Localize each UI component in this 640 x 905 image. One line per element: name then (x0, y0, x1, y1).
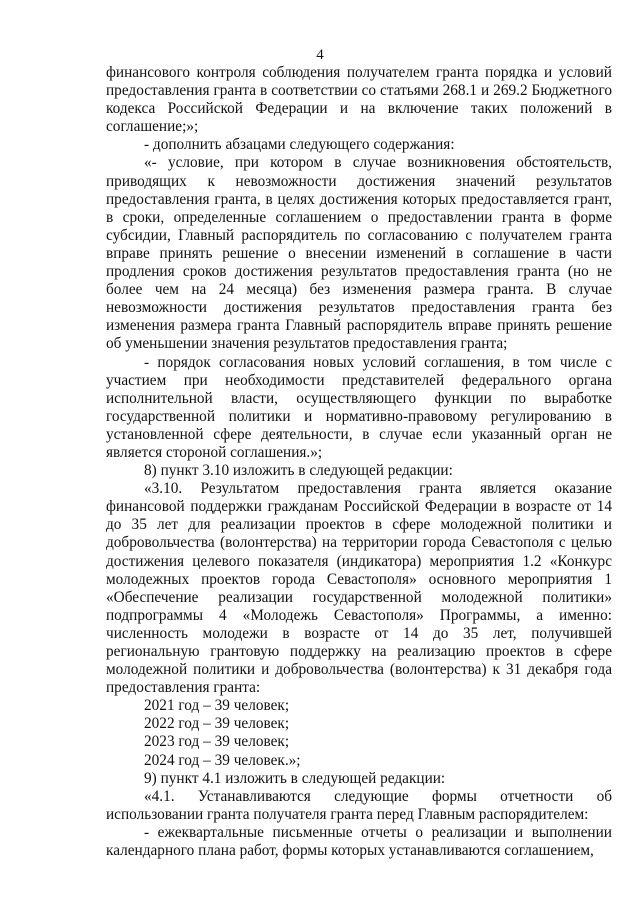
list-item: 2021 год – 39 человек; (144, 697, 290, 715)
paragraph: 9) пункт 4.1 изложить в следующей редакции: (144, 769, 446, 787)
paragraph: - ежеквартальные письменные отчеты о реализации и выполнении календарного плана работ, формы которых устанавливаются соглашением, (106, 823, 612, 860)
list-item: 2024 год – 39 человек.»; (144, 751, 301, 769)
paragraph: «3.10. Результатом предоставления гранта является оказание финансовой поддержки гражданам Российской Федерации в возрасте от 14 до 35 лет для реализации проектов в сфере молодежной политики и добровольчества (волонтерства) на территории города Севастополя с целью достижения целевого показателя (индикатора) мероприятия 1.2 «Конкурс молодежных проектов города Севастополя» основного мероприятия 1 «Обеспечение реализации государственной молодежной политики» подпрограммы 4 «Молодежь Севастополя» Программы, а именно: численность молодежи в возрасте от 14 до 35 лет, получившей региональную грантовую поддержку на реализацию проектов в сфере молодежной политики и добровольчества (волонтерства) к 31 декабря года предоставления гранта: (106, 480, 612, 697)
paragraph: финансового контроля соблюдения получателем гранта порядка и условий предоставления гранта в соответствии со статьями 268.1 и 269.2 Бюджетного кодекса Российской Федерации и на включение таких положений в соглашение;»; (106, 64, 612, 136)
paragraph: «- условие, при котором в случае возникновения обстоятельств, приводящих к невозможности достижения значений результатов предоставления гранта, в целях достижения которых предоставляется грант, в сроки, определенные соглашением о предоставлении гранта в форме субсидии, Главный распорядитель по согласованию с получателем гранта вправе принять решение о внесении изменений в соглашение в части продления сроков достижения результатов предоставления гранта (но не более чем на 24 месяца) без изменения размера гранта. В случае невозможности достижения результатов предоставления гранта без изменения размера гранта Главный распорядитель вправе принять решение об уменьшении значения результатов предоставления гранта; (106, 154, 612, 353)
document-body (106, 64, 612, 860)
page-number: 4 (316, 47, 324, 63)
paragraph: - порядок согласования новых условий соглашения, в том числе с участием при необходимости представителей федерального органа исполнительной власти, осуществляющего функции по выработке государственной политики и нормативно-правовому регулированию в установленной сфере деятельности, в случае если указанный орган не является стороной соглашения.»; (106, 353, 612, 461)
paragraph: «4.1. Устанавливаются следующие формы отчетности об использовании гранта получателя гранта перед Главным распорядителем: (106, 787, 612, 823)
list-item: 2023 год – 39 человек; (144, 733, 290, 751)
list-item: 2022 год – 39 человек; (144, 715, 290, 733)
paragraph: 8) пункт 3.10 изложить в следующей редакции: (144, 462, 453, 480)
paragraph: - дополнить абзацами следующего содержания: (144, 136, 455, 154)
